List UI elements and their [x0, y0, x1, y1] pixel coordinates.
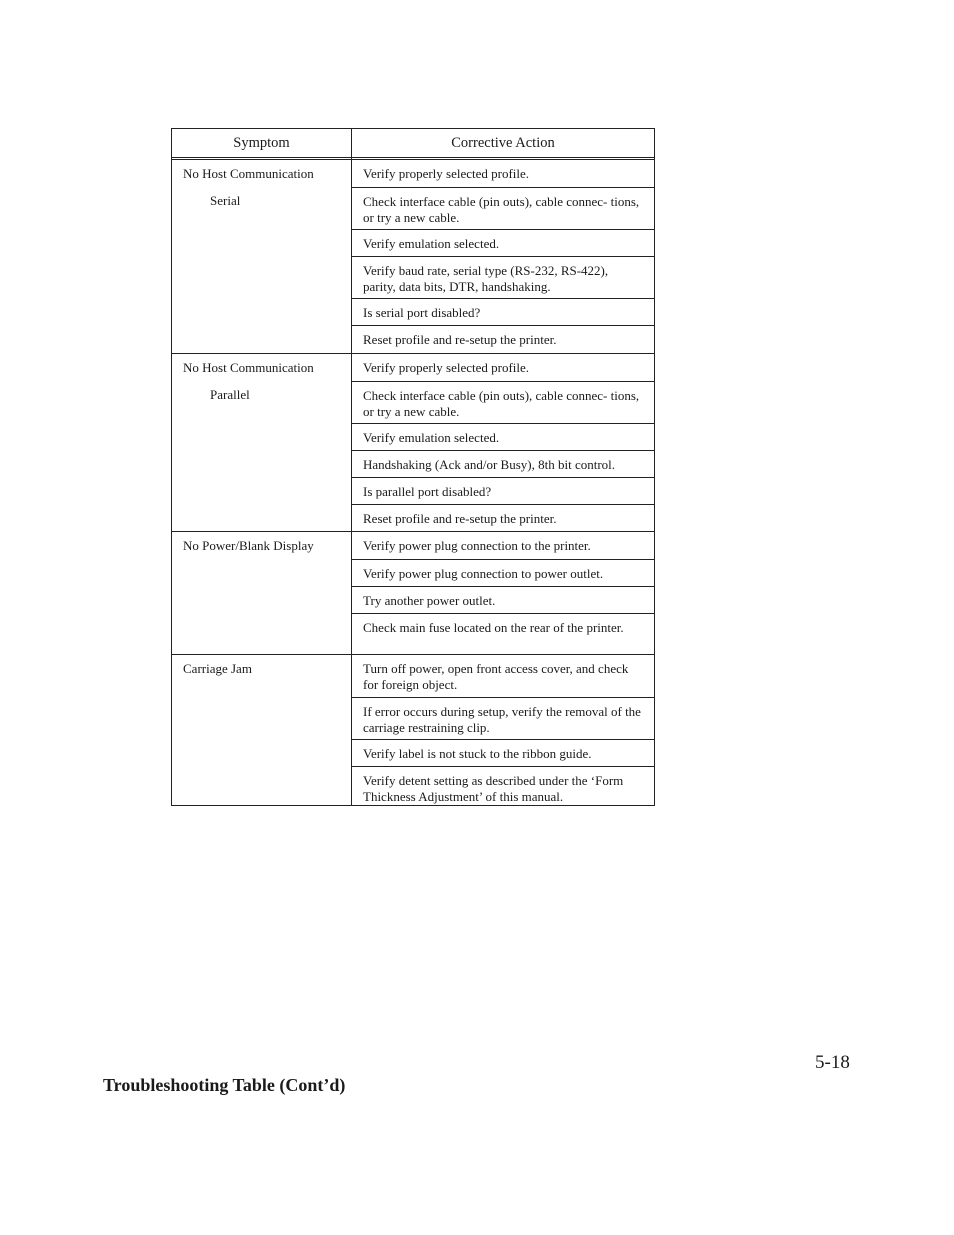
- action-cell: Verify baud rate, serial type (RS-232, RS-422), parity, data bits, DTR, handshaking.: [352, 256, 654, 298]
- action-cell: Verify emulation selected.: [352, 229, 654, 256]
- symptom-label: No Host Communication: [183, 166, 314, 181]
- action-cell: Reset profile and re-setup the printer.: [352, 504, 654, 532]
- action-cell: Turn off power, open front access cover, and check for foreign object.: [363, 661, 629, 692]
- action-cell: Check main fuse located on the rear of the printer.: [352, 613, 654, 655]
- troubleshooting-table: [171, 128, 655, 806]
- action-cell: Reset profile and re-setup the printer.: [352, 325, 654, 353]
- action-cell: If error occurs during setup, verify the removal of the carriage restraining clip.: [352, 697, 654, 739]
- page-number: 5-18: [815, 1052, 850, 1073]
- section-title: Troubleshooting Table (Cont’d): [103, 1075, 346, 1095]
- symptom-group: [172, 160, 654, 353]
- action-cell: Verify properly selected profile.: [363, 166, 530, 181]
- symptom-label: No Power/Blank Display: [183, 538, 314, 553]
- symptom-group: [172, 654, 654, 804]
- action-cell: Check interface cable (pin outs), cable connec- tions, or try a new cable.: [352, 187, 654, 229]
- symptom-sublabel: Serial: [210, 193, 241, 208]
- symptom-sublabel: Parallel: [210, 387, 250, 402]
- symptom-label: Carriage Jam: [183, 661, 252, 676]
- table-header: [172, 129, 654, 158]
- action-cell: Verify properly selected profile.: [363, 360, 530, 375]
- action-cell: Is serial port disabled?: [352, 298, 654, 325]
- symptom-label: No Host Communication: [183, 360, 314, 375]
- action-cell: Check interface cable (pin outs), cable connec- tions, or try a new cable.: [352, 381, 654, 423]
- action-cell: Handshaking (Ack and/or Busy), 8th bit control.: [352, 450, 654, 477]
- action-cell: Is parallel port disabled?: [352, 477, 654, 504]
- action-cell: Verify power plug connection to power outlet.: [352, 559, 654, 586]
- action-cell: Try another power outlet.: [352, 586, 654, 613]
- column-divider: [351, 129, 352, 805]
- action-cell: Verify power plug connection to the printer.: [363, 538, 591, 553]
- action-cell: Verify emulation selected.: [352, 423, 654, 450]
- symptom-group: [172, 353, 654, 531]
- action-cell: Verify label is not stuck to the ribbon guide.: [352, 739, 654, 766]
- header-corrective-action: Corrective Action: [451, 135, 555, 151]
- symptom-group: [172, 531, 654, 654]
- action-cell: Verify detent setting as described under the ‘Form Thickness Adjustment’ of this manual.: [352, 766, 654, 805]
- header-symptom: Symptom: [233, 135, 290, 151]
